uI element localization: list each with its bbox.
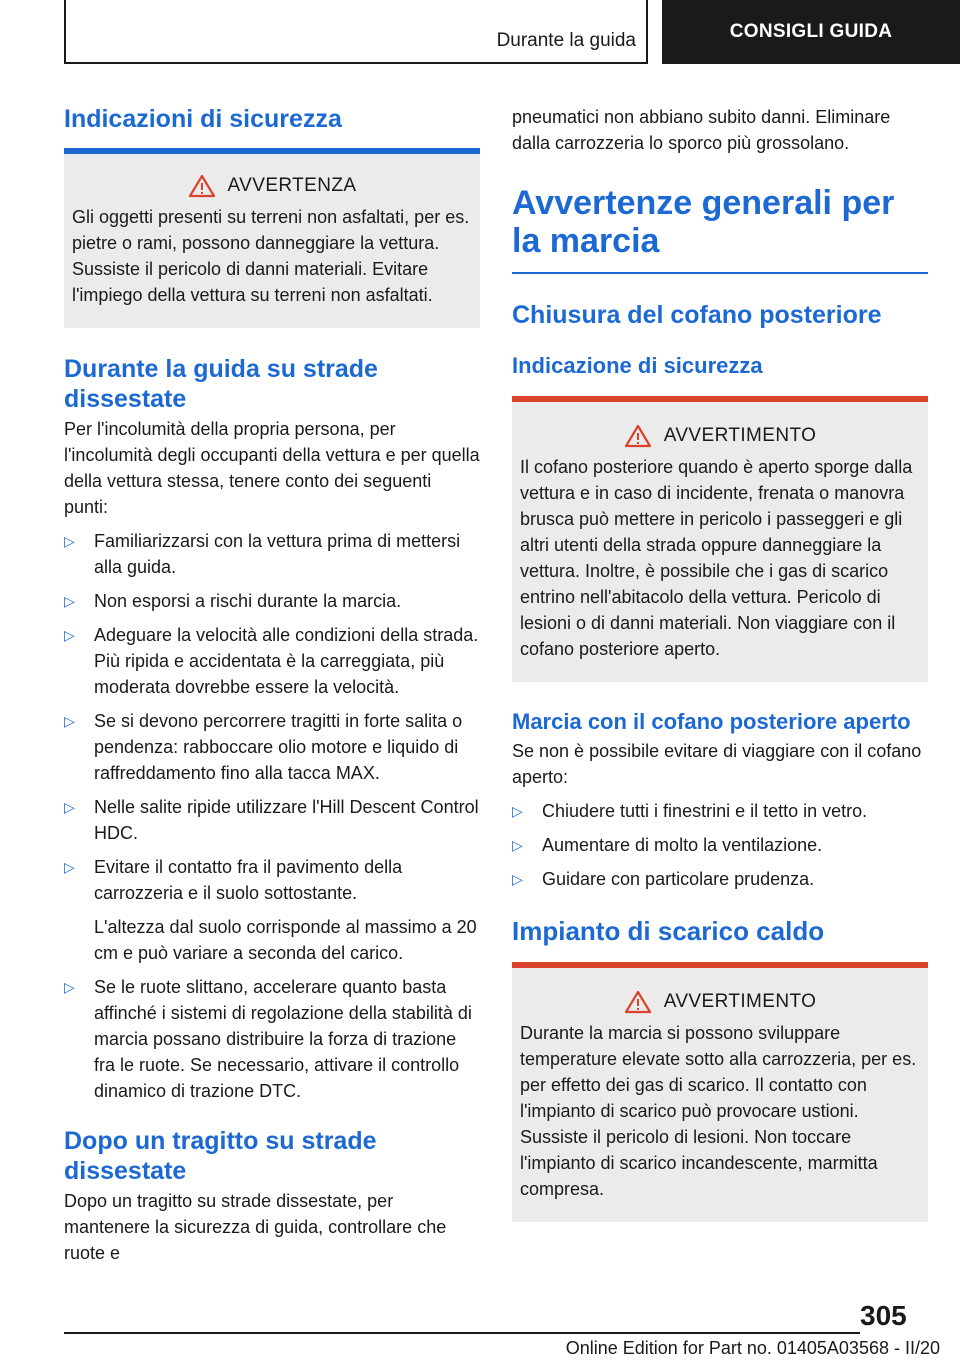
heading-rough-roads: Durante la guida su strade dissestate	[64, 355, 378, 413]
bullet-triangle-icon: ▷	[64, 799, 75, 815]
footer-edition: Online Edition for Part no. 01405A03568 - II/20	[565, 1338, 940, 1358]
warning-header	[520, 990, 920, 1014]
left-column	[64, 100, 480, 1266]
heading-exhaust: Impianto di scarico caldo	[512, 916, 825, 946]
list-item: ▷ Guidare con particolare prudenza.	[512, 866, 928, 892]
warning-text: Durante la marcia si possono sviluppare temperature elevate sotto alla carrozzeria, per es. per effetto dei gas di scarico. Il contatto con l'impianto di scarico può provocare ustioni. Sussiste il pericolo di lesioni. Non toccare l'impianto di scarico incandescente, marmitta compresa.	[520, 1023, 917, 1199]
bullet-triangle-icon: ▷	[512, 803, 523, 819]
footer-rule	[64, 1332, 860, 1334]
warning-header	[520, 424, 920, 448]
warning-text: Gli oggetti presenti su terreni non asfaltati, per es. pietre o rami, possono danneggiare la vettura. Sussiste il pericolo di danni materiali. Evitare l'impiego della vettura su terreni non asfaltati.	[72, 207, 470, 305]
heading-after-rough: Dopo un tragitto su strade dissestate	[64, 1127, 377, 1185]
heading-trunk-safety: Indicazione di sicurezza	[512, 353, 763, 378]
warning-header	[72, 174, 472, 198]
ground-clearance-note: L'altezza dal suolo corrisponde al massimo a 20 cm e può variare a seconda del carico.	[94, 917, 477, 963]
bullet-triangle-icon: ▷	[64, 533, 75, 549]
list-item: ▷ Non esporsi a rischi durante la marcia.	[64, 588, 480, 614]
warning-box-trunk	[512, 402, 928, 682]
warning-title: AVVERTIMENTO	[663, 991, 817, 1012]
warning-text: Il cofano posteriore quando è aperto sporge dalla vettura e in caso di incidente, frenata o manovra brusca può mettere in pericolo i passeggeri e gli altri utenti della strada oppure danneggiare la vettura. Inoltre, è possibile che i gas di scarico entrino nell'abitacolo della vettura. Pericolo di lesioni o di danni materiali. Non viaggiare con il cofano posteriore aperto.	[520, 457, 913, 659]
heading-rule	[512, 272, 928, 274]
bullet-triangle-icon: ▷	[64, 979, 75, 995]
list-item: ▷ Nelle salite ripide utilizzare l'Hill Descent Control HDC.	[64, 794, 480, 846]
warning-triangle-icon	[624, 990, 652, 1014]
bullet-triangle-icon: ▷	[512, 837, 523, 853]
heading-general: Avvertenze generali per la marcia	[512, 184, 895, 260]
right-column	[512, 100, 928, 1222]
heading-safety: Indicazioni di sicurezza	[64, 105, 342, 133]
list-item: ▷ Adeguare la velocità alle condizioni della strada. Più ripida e accidentata è la carreggiata, più moderata dovrebbe essere la velocità.	[64, 622, 480, 700]
chapter-label: CONSIGLI GUIDA	[729, 21, 893, 42]
warning-triangle-icon	[624, 424, 652, 448]
list-item: ▷ Aumentare di molto la ventilazione.	[512, 832, 928, 858]
bullet-triangle-icon: ▷	[64, 627, 75, 643]
header-section-title: Durante la guida	[496, 30, 636, 51]
bullet-triangle-icon: ▷	[64, 713, 75, 729]
list-item: ▷ Chiudere tutti i finestrini e il tetto in vetro.	[512, 798, 928, 824]
warning-box-avvertenza	[64, 154, 480, 328]
continued-text: pneumatici non abbiano subito danni. Eliminare dalla carrozzeria lo sporco più grossolano.	[512, 107, 891, 153]
after-text: Dopo un tragitto su strade dissestate, per mantenere la sicurezza di guida, controllare che ruote e	[64, 1191, 447, 1263]
open-intro: Se non è possibile evitare di viaggiare con il cofano aperto:	[512, 741, 922, 787]
bullet-triangle-icon: ▷	[64, 593, 75, 609]
list-item: ▷ Evitare il contatto fra il pavimento della carrozzeria e il suolo sottostante. L'altezza dal suolo corrisponde al massimo a 20 cm e può variare a seconda del carico.	[64, 854, 480, 966]
open-list	[512, 798, 928, 892]
heading-open-trunk: Marcia con il cofano posteriore aperto	[512, 709, 911, 734]
page-number: 305	[860, 1300, 907, 1331]
warning-triangle-icon	[188, 174, 216, 198]
bullet-triangle-icon: ▷	[64, 859, 75, 875]
list-item: ▷ Familiarizzarsi con la vettura prima di mettersi alla guida.	[64, 528, 480, 580]
rough-intro: Per l'incolumità della propria persona, per l'incolumità degli occupanti della vettura e per quella della vettura stessa, tenere conto dei seguenti punti:	[64, 419, 480, 517]
list-item: ▷ Se le ruote slittano, accelerare quanto basta affinché i sistemi di regolazione della stabilità di marcia possano distribuire la forza di trazione fra le ruote. Se necessario, attivare il controllo dinamico di trazione DTC.	[64, 974, 480, 1104]
header-mid-rule	[646, 0, 648, 64]
heading-trunk: Chiusura del cofano posteriore	[512, 301, 882, 329]
warning-title: AVVERTENZA	[227, 175, 357, 196]
warning-box-exhaust	[512, 968, 928, 1222]
list-item: ▷ Se si devono percorrere tragitti in forte salita o pendenza: rabboccare olio motore e liquido di raffreddamento fino alla tacca MAX.	[64, 708, 480, 786]
header-left-rule	[64, 0, 66, 64]
rough-list	[64, 528, 480, 1104]
bullet-triangle-icon: ▷	[512, 871, 523, 887]
warning-title: AVVERTIMENTO	[663, 425, 817, 446]
header-chapter-tab	[662, 0, 960, 64]
header-bottom-rule	[64, 62, 648, 64]
